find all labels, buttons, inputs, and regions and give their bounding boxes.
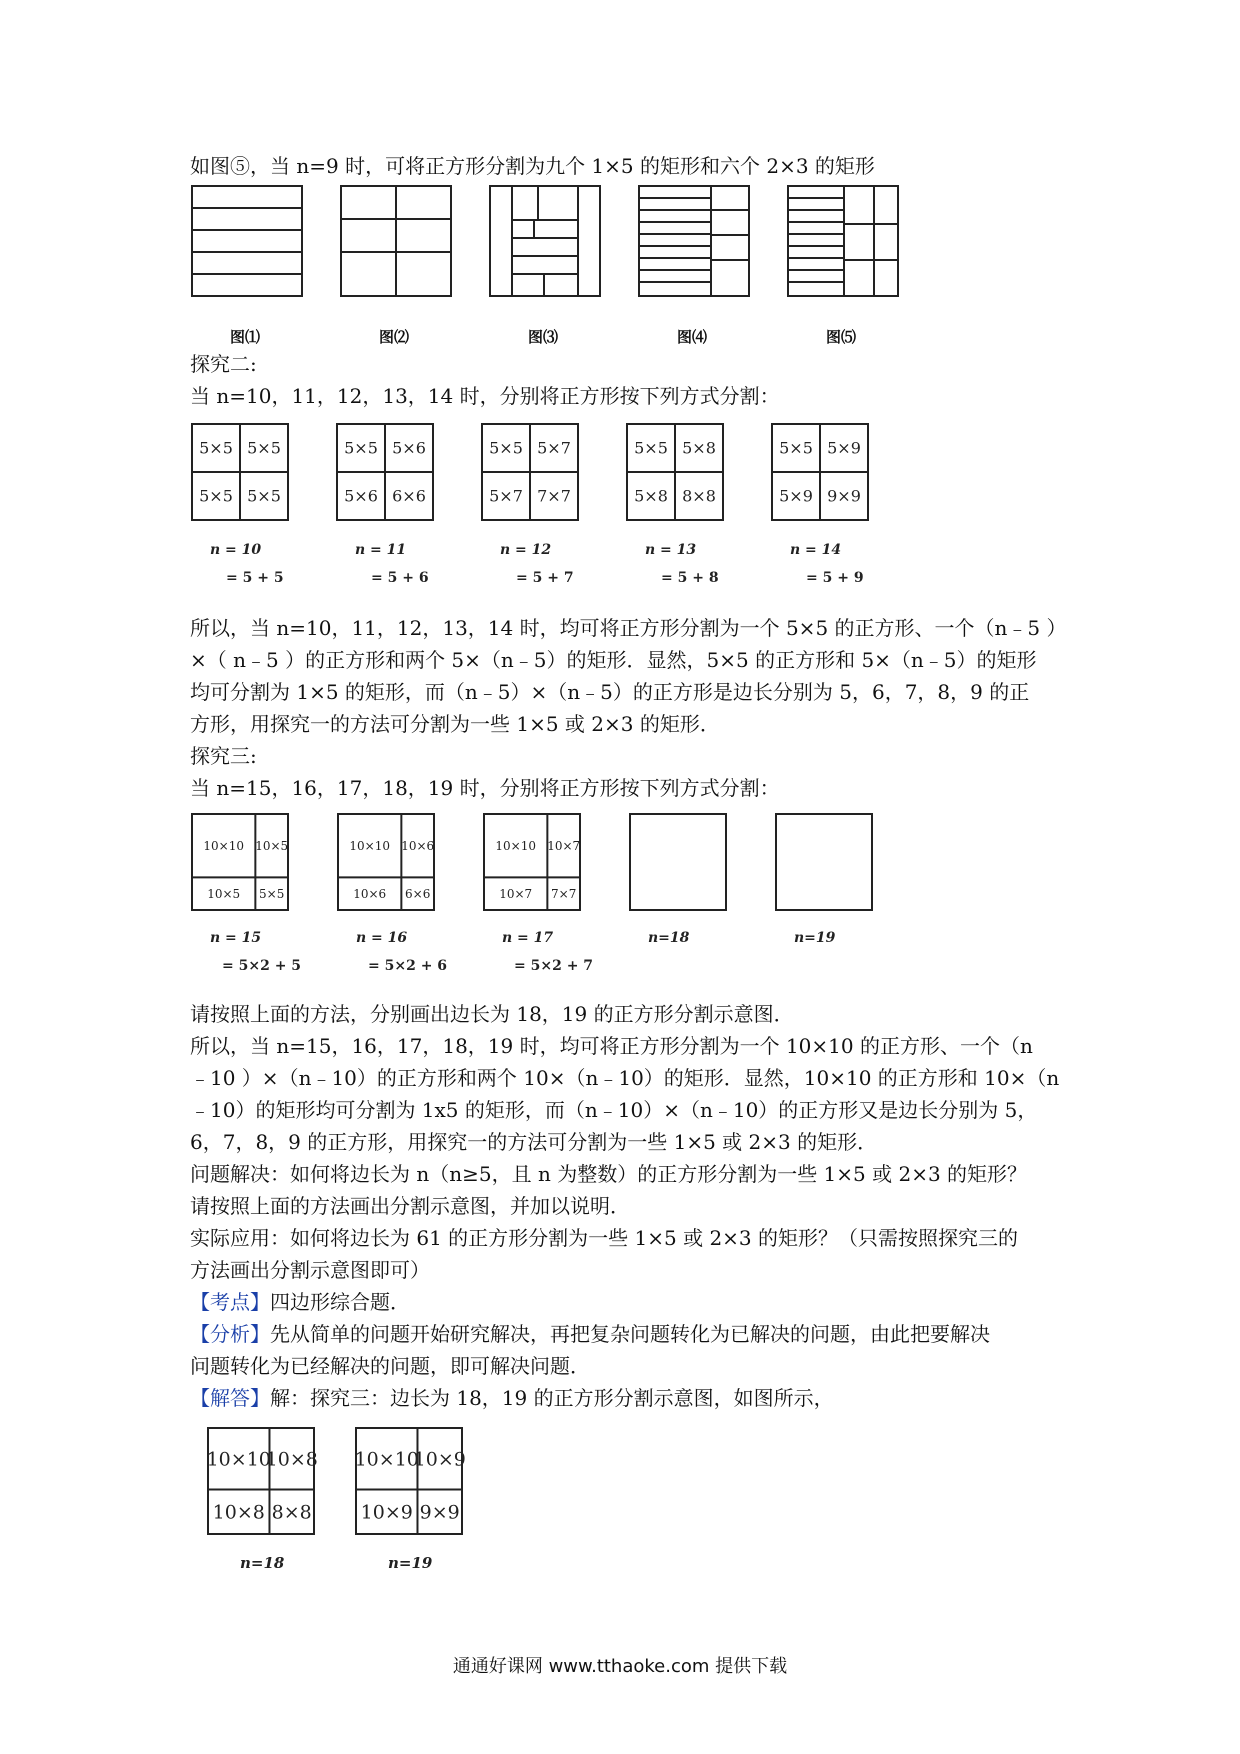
tag-kaodian: 【考点】 xyxy=(190,1290,270,1314)
tag-fenxi: 【分析】 xyxy=(190,1322,270,1346)
cell-label: 10×10 xyxy=(203,838,244,853)
equation-caption: = 5 + 7 xyxy=(516,570,574,586)
text-line: 当 n=10，11，12，13，14 时，分别将正方形按下列方式分割： xyxy=(190,384,780,408)
n-caption: n = 11 xyxy=(355,542,407,558)
cell-label: 9×9 xyxy=(827,486,861,506)
text-line xyxy=(190,1318,990,1350)
cell-label: 5×5 xyxy=(259,886,285,901)
n-caption: n=19 xyxy=(388,1554,433,1572)
cell-label: 5×5 xyxy=(634,438,668,458)
text-line: 问题解决：如何将边长为 n（n≥5，且 n 为整数）的正方形分割为一些 1×5 或 2×3 的矩形？ xyxy=(190,1162,1028,1186)
cell-label: 5×7 xyxy=(537,438,571,458)
text-line: 探究三: xyxy=(190,744,257,768)
figure-2-grid xyxy=(188,420,888,600)
text-line: ×（ n﹣5 ）的正方形和两个 5×（n﹣5）的矩形．显然，5×5 的正方形和 5×（n﹣5）的矩形 xyxy=(190,648,1037,672)
text-line: 请按照上面的方法画出分割示意图，并加以说明． xyxy=(190,1194,630,1218)
figure-caption: 图⑶ xyxy=(528,328,559,346)
equation-caption: = 5 + 6 xyxy=(371,570,429,586)
text-line: ﹣10）的矩形均可分割为 1x5 的矩形，而（n﹣10）×（n﹣10）的正方形又是边长分别为 5， xyxy=(190,1098,1038,1122)
n-caption: n = 17 xyxy=(502,930,554,946)
n-caption: n = 13 xyxy=(645,542,697,558)
equation-caption: = 5×2 + 5 xyxy=(222,958,302,974)
square-outline xyxy=(630,814,726,910)
equation-caption: = 5 + 8 xyxy=(661,570,719,586)
cell-label: 10×5 xyxy=(255,838,289,853)
cell-label: 6×6 xyxy=(405,886,431,901)
cell-label: 5×6 xyxy=(344,486,378,506)
cell-label: 8×8 xyxy=(682,486,716,506)
square-outline xyxy=(776,814,872,910)
text-line: ﹣10 ）×（n﹣10）的正方形和两个 10×（n﹣10）的矩形．显然，10×10 的正方形和 10×（n xyxy=(190,1066,1060,1090)
cell-label: 5×5 xyxy=(199,438,233,458)
n-caption: n = 10 xyxy=(210,542,262,558)
text-kaodian: 四边形综合题． xyxy=(270,1290,410,1314)
text-jieda: 解：探究三：边长为 18，19 的正方形分割示意图，如图所示， xyxy=(270,1386,834,1410)
cell-label: 9×9 xyxy=(419,1501,460,1524)
cell-label: 7×7 xyxy=(551,886,577,901)
text-line: 6，7，8，9 的正方形，用探究一的方法可分割为一些 1×5 或 2×3 的矩形． xyxy=(190,1130,878,1154)
text-line xyxy=(190,1382,834,1414)
figure-3-grid xyxy=(188,810,888,990)
cell-label: 5×5 xyxy=(489,438,523,458)
cell-label: 10×7 xyxy=(547,838,581,853)
cell-label: 10×8 xyxy=(212,1501,265,1524)
equation-caption: = 5 + 9 xyxy=(806,570,864,586)
text-line: 所以，当 n=15，16，17，18，19 时，均可将正方形分割为一个 10×10 的正方形、一个（n xyxy=(190,1034,1033,1058)
cell-label: 5×6 xyxy=(392,438,426,458)
cell-label: 5×7 xyxy=(489,486,523,506)
cell-label: 10×10 xyxy=(354,1448,419,1471)
cell-label: 10×6 xyxy=(353,886,387,901)
text-line: 方法画出分割示意图即可） xyxy=(190,1258,430,1282)
figure-caption: 图⑴ xyxy=(230,328,261,346)
cell-label: 10×10 xyxy=(495,838,536,853)
n-caption: n = 14 xyxy=(790,542,842,558)
cell-label: 10×8 xyxy=(265,1448,318,1471)
n-caption: n=18 xyxy=(240,1554,285,1572)
equation-caption: = 5 + 5 xyxy=(226,570,284,586)
cell-label: 10×10 xyxy=(206,1448,271,1471)
cell-label: 5×5 xyxy=(247,486,281,506)
text-line: 均可分割为 1×5 的矩形，而（n﹣5）×（n﹣5）的正方形是边长分别为 5，6，7，8，9 的正 xyxy=(190,680,1030,704)
cell-label: 10×6 xyxy=(401,838,435,853)
cell-label: 10×5 xyxy=(207,886,241,901)
figure-caption: 图⑷ xyxy=(677,328,708,346)
n-caption: n = 16 xyxy=(356,930,408,946)
text-line: 所以，当 n=10，11，12，13，14 时，均可将正方形分割为一个 5×5 的正方形、一个（n﹣5 ） xyxy=(190,616,1067,640)
cell-label: 5×5 xyxy=(199,486,233,506)
text-line: 实际应用：如何将边长为 61 的正方形分割为一些 1×5 或 2×3 的矩形？（只需按照探究三的 xyxy=(190,1226,1019,1250)
cell-label: 10×9 xyxy=(413,1448,466,1471)
cell-label: 5×5 xyxy=(779,438,813,458)
text-line: 请按照上面的方法，分别画出边长为 18，19 的正方形分割示意图． xyxy=(190,1002,794,1026)
n-caption: n=19 xyxy=(794,930,836,946)
figure-caption: 图⑸ xyxy=(826,328,857,346)
equation-caption: = 5×2 + 7 xyxy=(514,958,594,974)
n-caption: n=18 xyxy=(648,930,690,946)
text-line xyxy=(190,1286,410,1318)
tag-jieda: 【解答】 xyxy=(190,1386,270,1410)
cell-label: 5×8 xyxy=(634,486,668,506)
text-line: 方形，用探究一的方法可分割为一些 1×5 或 2×3 的矩形． xyxy=(190,712,720,736)
cell-label: 6×6 xyxy=(392,486,426,506)
figure-caption: 图⑵ xyxy=(379,328,410,346)
text-fenxi: 先从简单的问题开始研究解决，再把复杂问题转化为已解决的问题，由此把要解决 xyxy=(270,1322,990,1346)
cell-label: 7×7 xyxy=(537,486,571,506)
cell-label: 5×9 xyxy=(827,438,861,458)
text-line: 当 n=15，16，17，18，19 时，分别将正方形按下列方式分割： xyxy=(190,776,780,800)
cell-label: 5×9 xyxy=(779,486,813,506)
text-line: 如图⑤，当 n=9 时，可将正方形分割为九个 1×5 的矩形和六个 2×3 的矩形 xyxy=(190,154,875,178)
cell-label: 5×5 xyxy=(247,438,281,458)
cell-label: 10×10 xyxy=(349,838,390,853)
figure-4-answer xyxy=(200,1420,500,1580)
text-line: 问题转化为已经解决的问题，即可解决问题． xyxy=(190,1354,590,1378)
footer-text: 通通好课网 www.tthaoke.com 提供下载 xyxy=(452,1656,788,1677)
cell-label: 5×8 xyxy=(682,438,716,458)
text-line: 探究二: xyxy=(190,352,257,376)
cell-label: 10×7 xyxy=(499,886,533,901)
n-caption: n = 12 xyxy=(500,542,552,558)
cell-label: 8×8 xyxy=(271,1501,312,1524)
n-caption: n = 15 xyxy=(210,930,262,946)
figure-1-dissections xyxy=(188,180,928,350)
equation-caption: = 5×2 + 6 xyxy=(368,958,448,974)
cell-label: 5×5 xyxy=(344,438,378,458)
cell-label: 10×9 xyxy=(360,1501,413,1524)
